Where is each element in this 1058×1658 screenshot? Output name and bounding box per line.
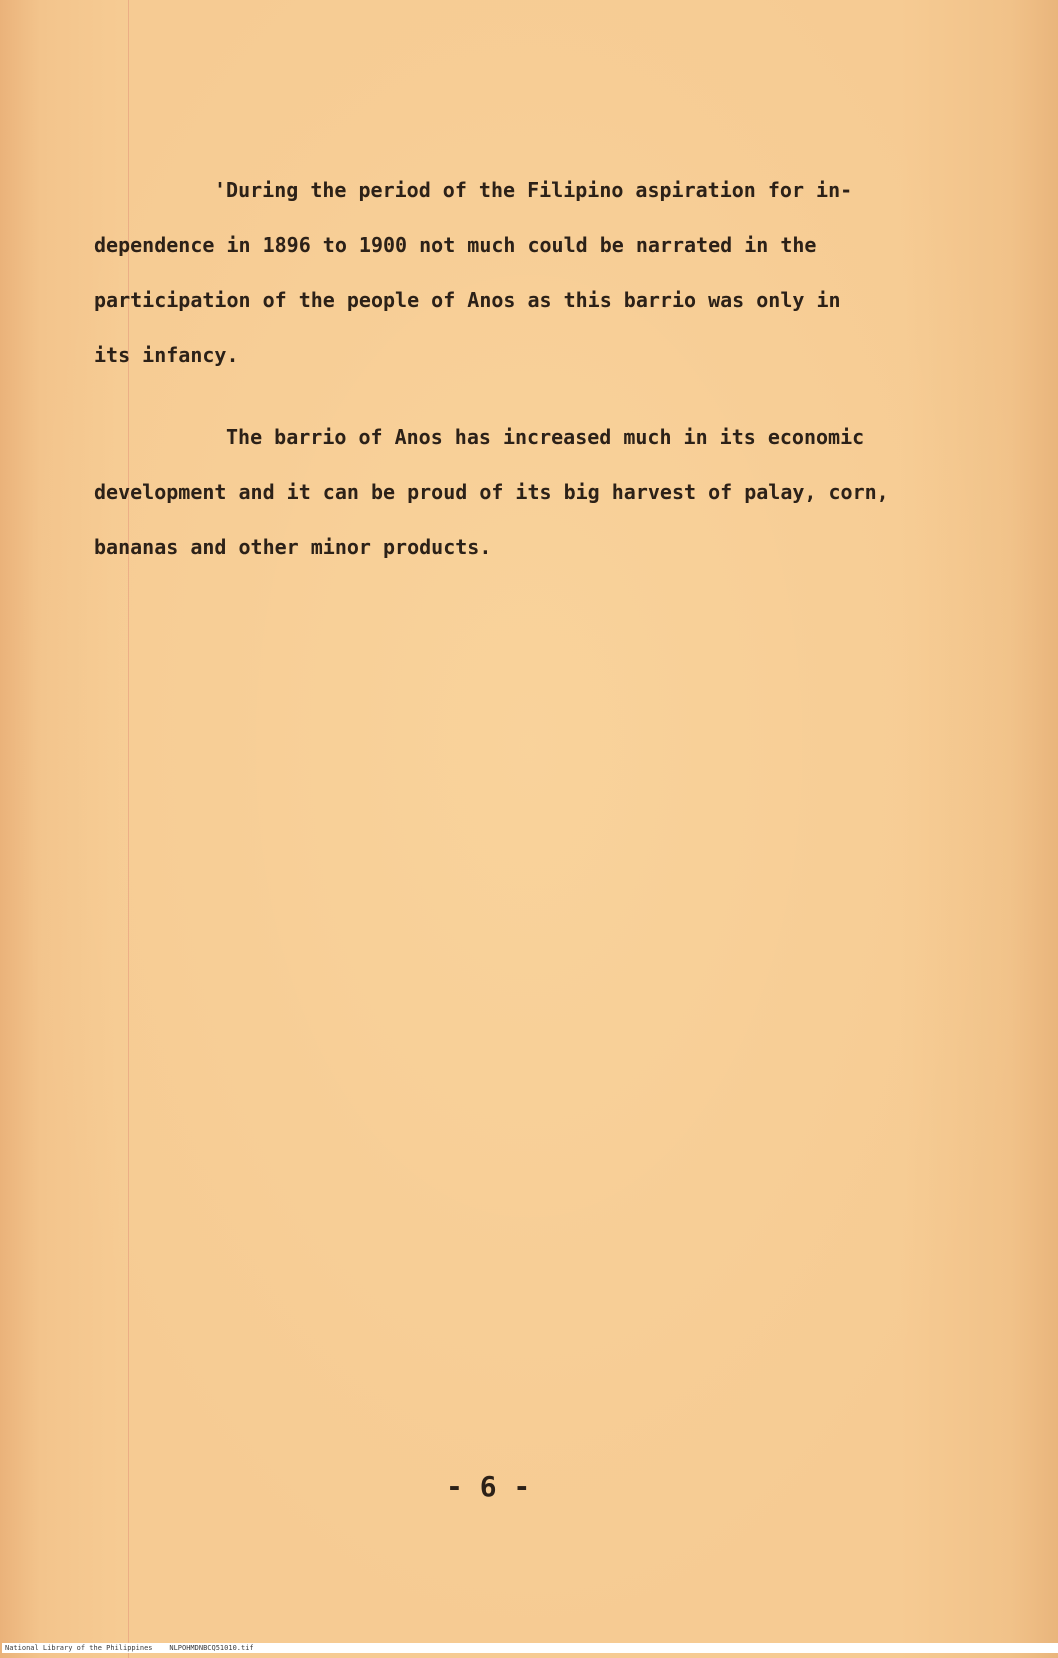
- paragraph-2-line-1: The barrio of Anos has increased much in its economic: [226, 425, 865, 449]
- paragraph-1-line-2: dependence in 1896 to 1900 not much could be narrated in the: [94, 233, 817, 257]
- archive-footer: National Library of the Philippines NLPOHMDNBCQ51010.tif: [2, 1643, 1058, 1653]
- paragraph-1-line-3: participation of the people of Anos as this barrio was only in: [94, 288, 841, 312]
- paragraph-1-line-4: its infancy.: [94, 343, 239, 367]
- paragraph-1-line-1: 'During the period of the Filipino aspiration for in-: [214, 178, 853, 202]
- page-number: - 6 -: [446, 1470, 531, 1503]
- paragraph-2-line-2: development and it can be proud of its big harvest of palay, corn,: [94, 480, 889, 504]
- paragraph-2-line-3: bananas and other minor products.: [94, 535, 492, 559]
- paragraph-economic-development: [94, 410, 1004, 575]
- paragraph-independence: [94, 163, 1004, 383]
